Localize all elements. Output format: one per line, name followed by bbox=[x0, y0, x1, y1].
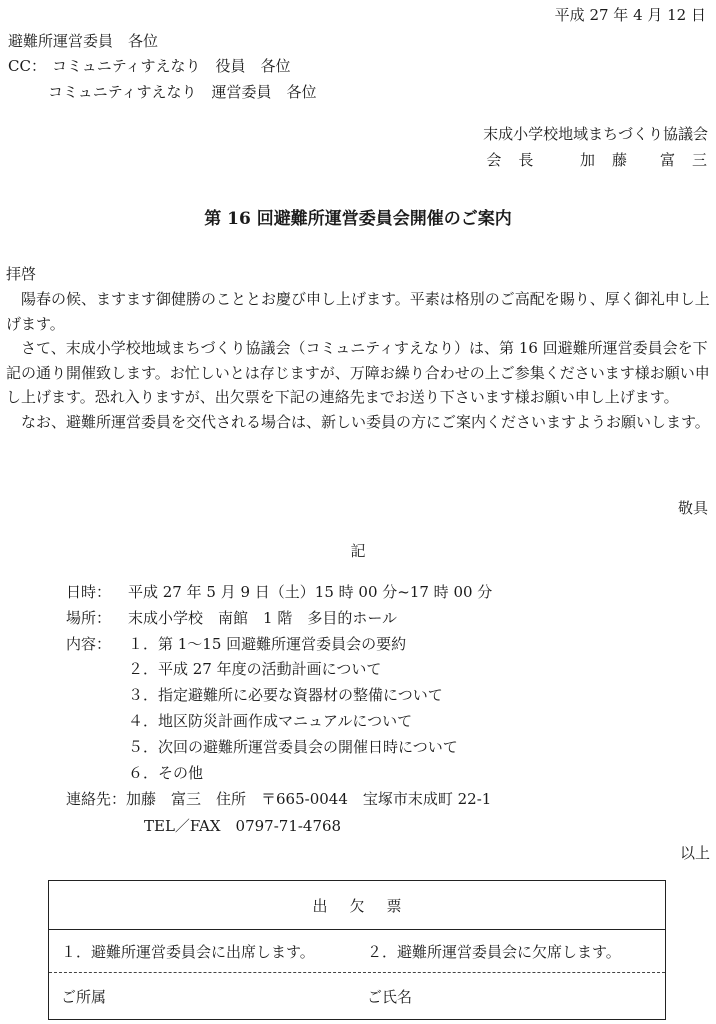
body-paragraph-3: なお、避難所運営委員を交代される場合は、新しい委員の方にご案内くださいますようお願いします。 bbox=[21, 412, 710, 431]
president-name: 加 藤 富 三 bbox=[579, 151, 708, 169]
contact-tel-fax: TEL／FAX 0797-71-4768 bbox=[144, 817, 342, 835]
cc-label: CC： bbox=[8, 57, 46, 75]
absent-option[interactable]: ２．避難所運営委員会に欠席します。 bbox=[367, 943, 621, 961]
agenda-item: １．第 1～15 回避難所運営委員会の要約 bbox=[128, 634, 407, 653]
datetime-row bbox=[66, 580, 492, 606]
attendance-form bbox=[48, 880, 666, 1020]
body-paragraph-2: さて、末成小学校地域まちづくり協議会（コミュニティすえなり）は、第 16 回避難所運営委員会を下記の通り開催致します。お忙しいとは存じますが、万障お繰り合わせの上ご参集くださいます様お願い申し上げます。恐れ入りますが、出欠票を下記の連絡先までお送り下さいます様お願い申し上げます。 bbox=[6, 339, 710, 406]
form-divider bbox=[49, 929, 665, 930]
body-paragraph-1: 陽春の候、ますます御健勝のこととお慶び申し上げます。平素は格別のご高配を賜り、厚く御礼申し上げます。 bbox=[6, 290, 710, 333]
cc-recipient-officers: コミュニティすえなり 役員 各位 bbox=[52, 57, 291, 75]
content-label: 内容： bbox=[66, 634, 112, 653]
place-label: 場所： bbox=[66, 608, 112, 627]
salutation: 拝啓 bbox=[6, 265, 37, 283]
meeting-details bbox=[66, 580, 492, 786]
affiliation-field[interactable]: ご所属 bbox=[61, 988, 107, 1006]
agenda-item: ４．地区防災計画作成マニュアルについて bbox=[128, 711, 413, 730]
name-field[interactable]: ご氏名 bbox=[367, 988, 413, 1006]
attend-option[interactable]: １．避難所運営委員会に出席します。 bbox=[61, 943, 315, 961]
notice-heading: 記 bbox=[350, 542, 366, 560]
form-dashed-divider bbox=[49, 972, 665, 973]
contact-info: 連絡先：加藤 富三 住所 〒665-0044 宝塚市末成町 22-1 bbox=[66, 790, 492, 808]
letter-date: 平成 27 年 4 月 12 日 bbox=[554, 6, 706, 24]
datetime-value: 平成 27 年 5 月 9 日（土）15 時 00 分~17 時 00 分 bbox=[128, 583, 493, 601]
president-title: 会 長 bbox=[486, 151, 535, 169]
attendance-form-title: 出欠票 bbox=[312, 897, 424, 915]
end-mark: 以上 bbox=[679, 844, 710, 862]
place-row bbox=[66, 606, 492, 632]
letter-body bbox=[6, 287, 712, 434]
agenda-item: ５．次回の避難所運営委員会の開催日時について bbox=[128, 737, 458, 756]
agenda-list bbox=[66, 657, 492, 786]
datetime-label: 日時： bbox=[66, 583, 112, 601]
agenda-item: ３．指定避難所に必要な資器材の整備について bbox=[128, 686, 443, 705]
content-row bbox=[66, 632, 492, 658]
place-value: 末成小学校 南館 1 階 多目的ホール bbox=[128, 608, 398, 627]
sender-organization: 末成小学校地域まちづくり協議会 bbox=[483, 125, 708, 143]
agenda-item: ６．その他 bbox=[128, 763, 204, 782]
page-title: 第 16 回避難所運営委員会開催のご案内 bbox=[204, 209, 512, 229]
sender-president bbox=[486, 149, 708, 170]
closing-word: 敬具 bbox=[677, 499, 708, 517]
cc-recipient-committee: コミュニティすえなり 運営委員 各位 bbox=[48, 83, 317, 101]
recipient-line: 避難所運営委員 各位 bbox=[8, 32, 159, 50]
agenda-item: ２．平成 27 年度の活動計画について bbox=[128, 660, 382, 679]
